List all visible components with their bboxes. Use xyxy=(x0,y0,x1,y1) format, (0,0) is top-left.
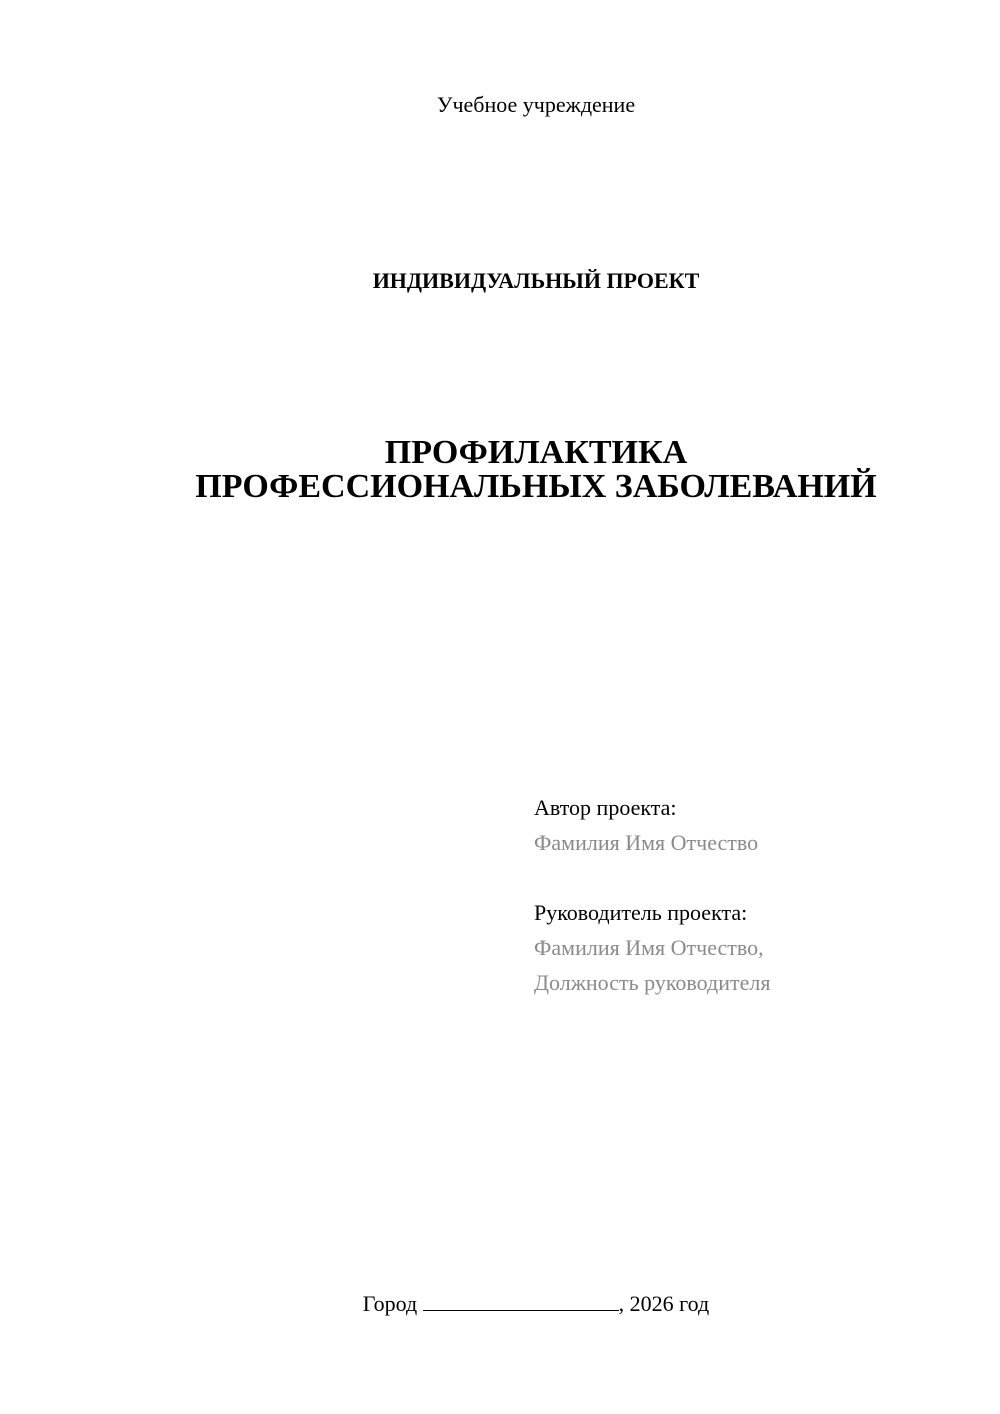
city-year-line xyxy=(0,1291,1000,1317)
project-title-line-1: ПРОФИЛАКТИКА xyxy=(384,434,688,471)
author-name: Фамилия Имя Отчество xyxy=(534,830,759,855)
project-type-heading: ИНДИВИДУАЛЬНЫЙ ПРОЕКТ xyxy=(372,268,700,293)
supervisor-name: Фамилия Имя Отчество, xyxy=(534,935,764,960)
city-blank-line xyxy=(423,1292,619,1311)
institution-name: Учебное учреждение xyxy=(436,92,636,117)
project-title xyxy=(0,436,1000,504)
project-title-line-2: ПРОФЕССИОНАЛЬНЫХ ЗАБОЛЕВАНИЙ xyxy=(195,468,877,505)
project-info-block xyxy=(534,790,770,1000)
author-label: Автор проекта: xyxy=(534,795,677,820)
city-label: Город xyxy=(362,1291,418,1316)
supervisor-label: Руководитель проекта: xyxy=(534,900,748,925)
year-text: , 2026 год xyxy=(618,1291,710,1316)
supervisor-position: Должность руководителя xyxy=(534,970,771,995)
